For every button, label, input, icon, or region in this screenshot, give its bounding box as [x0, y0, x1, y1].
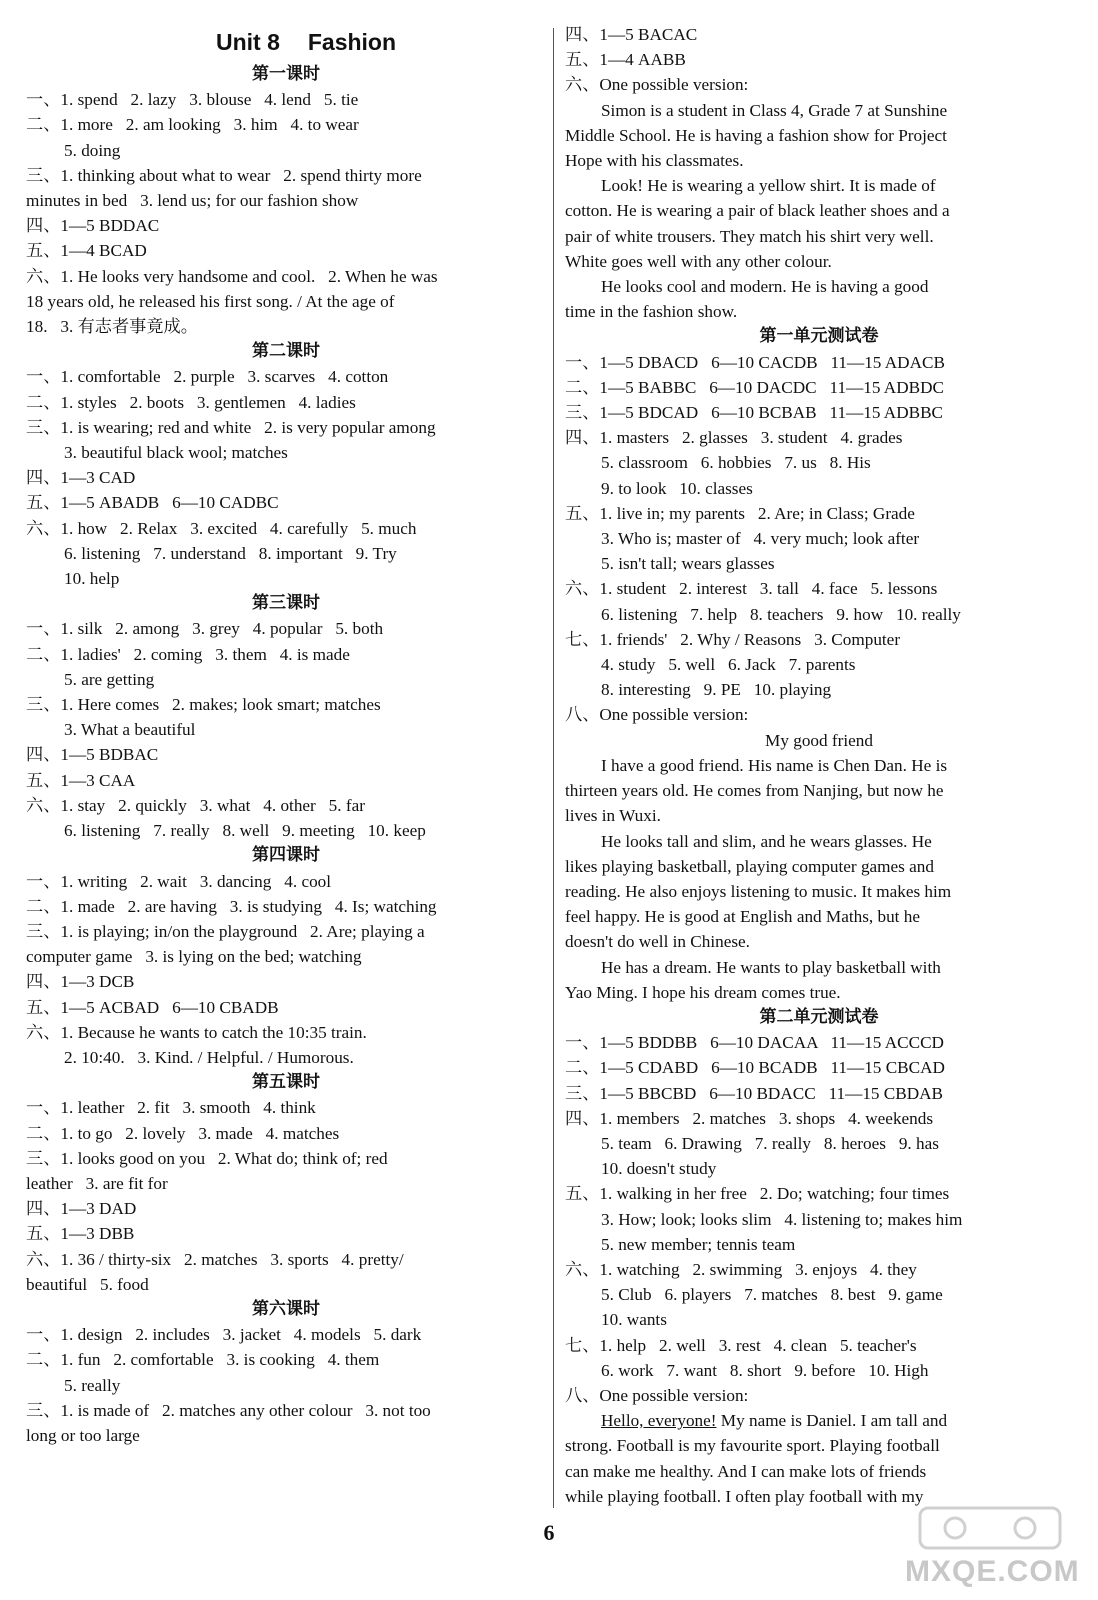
answer-line: 五、1. live in; my parents 2. Are; in Class; Grade [565, 503, 915, 523]
column-divider [553, 28, 554, 1508]
answer-line: 6. work 7. want 8. short 9. before 10. High [601, 1360, 929, 1380]
watermark-text: MXQE.COM [905, 1555, 1080, 1588]
answer-line: beautiful 5. food [26, 1274, 149, 1294]
answer-line: 3. beautiful black wool; matches [64, 443, 288, 463]
answer-line: 三、1—5 BDCAD 6—10 BCBAB 11—15 ADBBC [565, 403, 944, 423]
page-number: 6 [543, 1520, 555, 1545]
answer-line: 5. new member; tennis team [601, 1234, 796, 1254]
answer-line: White goes well with any other colour. [565, 251, 832, 271]
answer-line: 三、1. is made of 2. matches any other colour 3. not too [26, 1400, 431, 1420]
answer-line: 四、1—5 BACAC [565, 25, 698, 44]
section-heading: 第三课时 [252, 593, 320, 614]
answer-line: feel happy. He is good at English and Maths, but he [565, 907, 920, 927]
answer-line: 二、1. more 2. am looking 3. him 4. to wear [26, 115, 359, 135]
answer-line: 六、One possible version: [565, 75, 749, 95]
answer-line: Hope with his classmates. [565, 151, 744, 171]
answer-line: 五、1—5 ABADB 6—10 CADBC [26, 493, 279, 513]
answer-line: 七、1. help 2. well 3. rest 4. clean 5. teacher's [565, 1335, 917, 1355]
answer-text: My name is Daniel. I am tall and [716, 1411, 948, 1431]
answer-line: 4. study 5. well 6. Jack 7. parents [601, 655, 856, 675]
answer-line: 一、1—5 BDDBB 6—10 DACAA 11—15 ACCCD [565, 1033, 944, 1053]
unit-title [26, 22, 546, 62]
answer-line: 四、1—3 DAD [26, 1199, 137, 1219]
answer-line: 八、One possible version: [565, 705, 749, 725]
answer-line: 一、1. design 2. includes 3. jacket 4. models 5. dark [26, 1325, 422, 1345]
answer-line: thirteen years old. He comes from Nanjing, but now he [565, 781, 944, 801]
answer-line: 一、1. leather 2. fit 3. smooth 4. think [26, 1098, 316, 1118]
answer-line: He has a dream. He wants to play basketball with [601, 957, 941, 977]
answer-line: I have a good friend. His name is Chen Dan. He is [601, 755, 948, 775]
answer-line: Simon is a student in Class 4, Grade 7 at Sunshine [601, 100, 948, 120]
answer-line: 5. team 6. Drawing 7. really 8. heroes 9. has [601, 1133, 939, 1153]
answer-line: time in the fashion show. [565, 302, 738, 322]
answer-line: 八、One possible version: [565, 1385, 749, 1405]
answer-line: 三、1. is playing; in/on the playground 2. Are; playing a [26, 921, 425, 941]
unit-number: Unit 8 [215, 29, 280, 55]
answer-line: 二、1. to go 2. lovely 3. made 4. matches [26, 1123, 340, 1143]
answer-line: long or too large [26, 1425, 140, 1445]
answer-line: likes playing basketball, playing computer games and [565, 856, 934, 876]
answer-line: 6. listening 7. help 8. teachers 9. how 10. really [601, 604, 961, 624]
answer-line: 3. Who is; master of 4. very much; look after [601, 529, 920, 549]
answer-line: 一、1. silk 2. among 3. grey 4. popular 5. both [26, 619, 384, 639]
answer-line: 一、1—5 DBACD 6—10 CACDB 11—15 ADACB [565, 352, 945, 372]
answer-line: 六、1. stay 2. quickly 3. what 4. other 5. far [26, 795, 365, 815]
answer-line: 三、1. Here comes 2. makes; look smart; matches [26, 695, 381, 715]
answer-line: 5. are getting [64, 669, 155, 689]
answer-line: 10. help [64, 569, 120, 589]
right-column [565, 22, 1073, 1509]
answer-line: 三、1—5 BBCBD 6—10 BDACC 11—15 CBDAB [565, 1083, 944, 1103]
section-heading: 第四课时 [252, 845, 320, 866]
answer-line: 三、1. looks good on you 2. What do; think of; red [26, 1148, 388, 1168]
answer-line: 8. interesting 9. PE 10. playing [601, 680, 832, 700]
essay-title: My good friend [765, 730, 873, 750]
answer-line [565, 1408, 1073, 1433]
answer-line: 五、1—5 ACBAD 6—10 CBADB [26, 997, 279, 1017]
answer-line: 二、1. made 2. are having 3. is studying 4. Is; watching [26, 896, 437, 916]
section-heading: 第一单元测试卷 [759, 326, 879, 347]
section-heading: 第六课时 [252, 1298, 320, 1319]
answer-line: 一、1. comfortable 2. purple 3. scarves 4. cotton [26, 367, 389, 387]
answer-line: 3. What a beautiful [64, 720, 196, 740]
answer-line: 10. wants [601, 1310, 667, 1330]
answer-line: 五、1—3 DBB [26, 1224, 135, 1244]
section-heading: 第二课时 [252, 341, 320, 362]
answer-line: 18 years old, he released his first song. / At the age of [26, 291, 395, 311]
answer-line: reading. He also enjoys listening to music. It makes him [565, 881, 952, 901]
answer-line: lives in Wuxi. [565, 806, 661, 826]
answer-line: 3. How; look; looks slim 4. listening to; makes him [601, 1209, 963, 1229]
unit-topic: Fashion [307, 29, 397, 55]
answer-line: 六、1. student 2. interest 3. tall 4. face 5. lessons [565, 579, 938, 599]
answer-line: 二、1. ladies' 2. coming 3. them 4. is made [26, 644, 350, 664]
answer-line: Look! He is wearing a yellow shirt. It is made of [601, 176, 936, 196]
answer-line: 6. listening 7. really 8. well 9. meeting 10. keep [64, 821, 426, 841]
answer-line: He looks cool and modern. He is having a good [601, 277, 929, 297]
answer-line: 5. classroom 6. hobbies 7. us 8. His [601, 453, 871, 473]
answer-line: minutes in bed 3. lend us; for our fashion show [26, 191, 359, 211]
answer-line: Middle School. He is having a fashion show for Project [565, 125, 947, 145]
underlined-phrase: Hello, everyone! [601, 1411, 717, 1431]
answer-line: Yao Ming. I hope his dream comes true. [565, 982, 841, 1002]
answer-line: 六、1. He looks very handsome and cool. 2. When he was [26, 266, 438, 286]
answer-line: 二、1—5 BABBC 6—10 DACDC 11—15 ADBDC [565, 377, 944, 397]
answer-line: 五、1. walking in her free 2. Do; watching; four times [565, 1184, 950, 1204]
answer-line: 六、1. 36 / thirty-six 2. matches 3. sports 4. pretty/ [26, 1249, 404, 1269]
answer-line: 三、1. is wearing; red and white 2. is very popular among [26, 417, 436, 437]
answer-line: 5. isn't tall; wears glasses [601, 554, 775, 574]
left-column [26, 22, 546, 1448]
answer-line: 六、1. Because he wants to catch the 10:35 train. [26, 1022, 367, 1042]
answer-line: 10. doesn't study [601, 1159, 717, 1179]
answer-line: computer game 3. is lying on the bed; watching [26, 947, 362, 967]
answer-line: 一、1. spend 2. lazy 3. blouse 4. lend 5. tie [26, 90, 359, 110]
answer-line: strong. Football is my favourite sport. Playing football [565, 1436, 940, 1456]
answer-line: leather 3. are fit for [26, 1173, 168, 1193]
answer-line: 一、1. writing 2. wait 3. dancing 4. cool [26, 871, 332, 891]
answer-line: 四、1—3 DCB [26, 972, 135, 992]
answer-line: 六、1. how 2. Relax 3. excited 4. carefully 5. much [26, 518, 417, 538]
answer-line: 18. 3. 有志者事竟成。 [26, 317, 198, 337]
answer-line: He looks tall and slim, and he wears glasses. He [601, 831, 932, 851]
answer-line: 七、1. friends' 2. Why / Reasons 3. Computer [565, 629, 901, 649]
answer-line: 四、1. masters 2. glasses 3. student 4. grades [565, 428, 903, 448]
section-heading: 第一课时 [252, 64, 320, 84]
answer-line: 9. to look 10. classes [601, 478, 753, 498]
answer-line: 五、1—4 AABB [565, 50, 686, 70]
answer-line: while playing football. I often play football with my [565, 1486, 924, 1506]
answer-line: 2. 10:40. 3. Kind. / Helpful. / Humorous. [64, 1047, 354, 1067]
answer-line: can make me healthy. And I can make lots of friends [565, 1461, 927, 1481]
answer-line: 五、1—3 CAA [26, 770, 136, 790]
answer-line: 5. Club 6. players 7. matches 8. best 9. game [601, 1285, 943, 1305]
answer-line: 五、1—4 BCAD [26, 241, 147, 261]
answer-line: 六、1. watching 2. swimming 3. enjoys 4. they [565, 1259, 917, 1279]
answer-line: 四、1—5 BDBAC [26, 745, 159, 765]
answer-line: 二、1. styles 2. boots 3. gentlemen 4. ladies [26, 392, 356, 412]
answer-line: 5. really [64, 1375, 121, 1395]
answer-line: 四、1—5 BDDAC [26, 216, 160, 236]
answer-line: 四、1. members 2. matches 3. shops 4. weekends [565, 1108, 934, 1128]
answer-line: doesn't do well in Chinese. [565, 932, 750, 952]
answer-line: pair of white trousers. They match his shirt very well. [565, 226, 934, 246]
answer-line: 6. listening 7. understand 8. important 9. Try [64, 543, 397, 563]
answer-line: 二、1. fun 2. comfortable 3. is cooking 4. them [26, 1350, 380, 1370]
answer-line: 5. doing [64, 140, 121, 160]
answer-line: 三、1. thinking about what to wear 2. spend thirty more [26, 165, 422, 185]
answer-line: 二、1—5 CDABD 6—10 BCADB 11—15 CBCAD [565, 1058, 945, 1078]
section-heading: 第五课时 [252, 1072, 320, 1093]
answer-line: 四、1—3 CAD [26, 468, 136, 488]
answer-line: cotton. He is wearing a pair of black leather shoes and a [565, 201, 950, 221]
section-heading: 第二单元测试卷 [759, 1006, 879, 1027]
